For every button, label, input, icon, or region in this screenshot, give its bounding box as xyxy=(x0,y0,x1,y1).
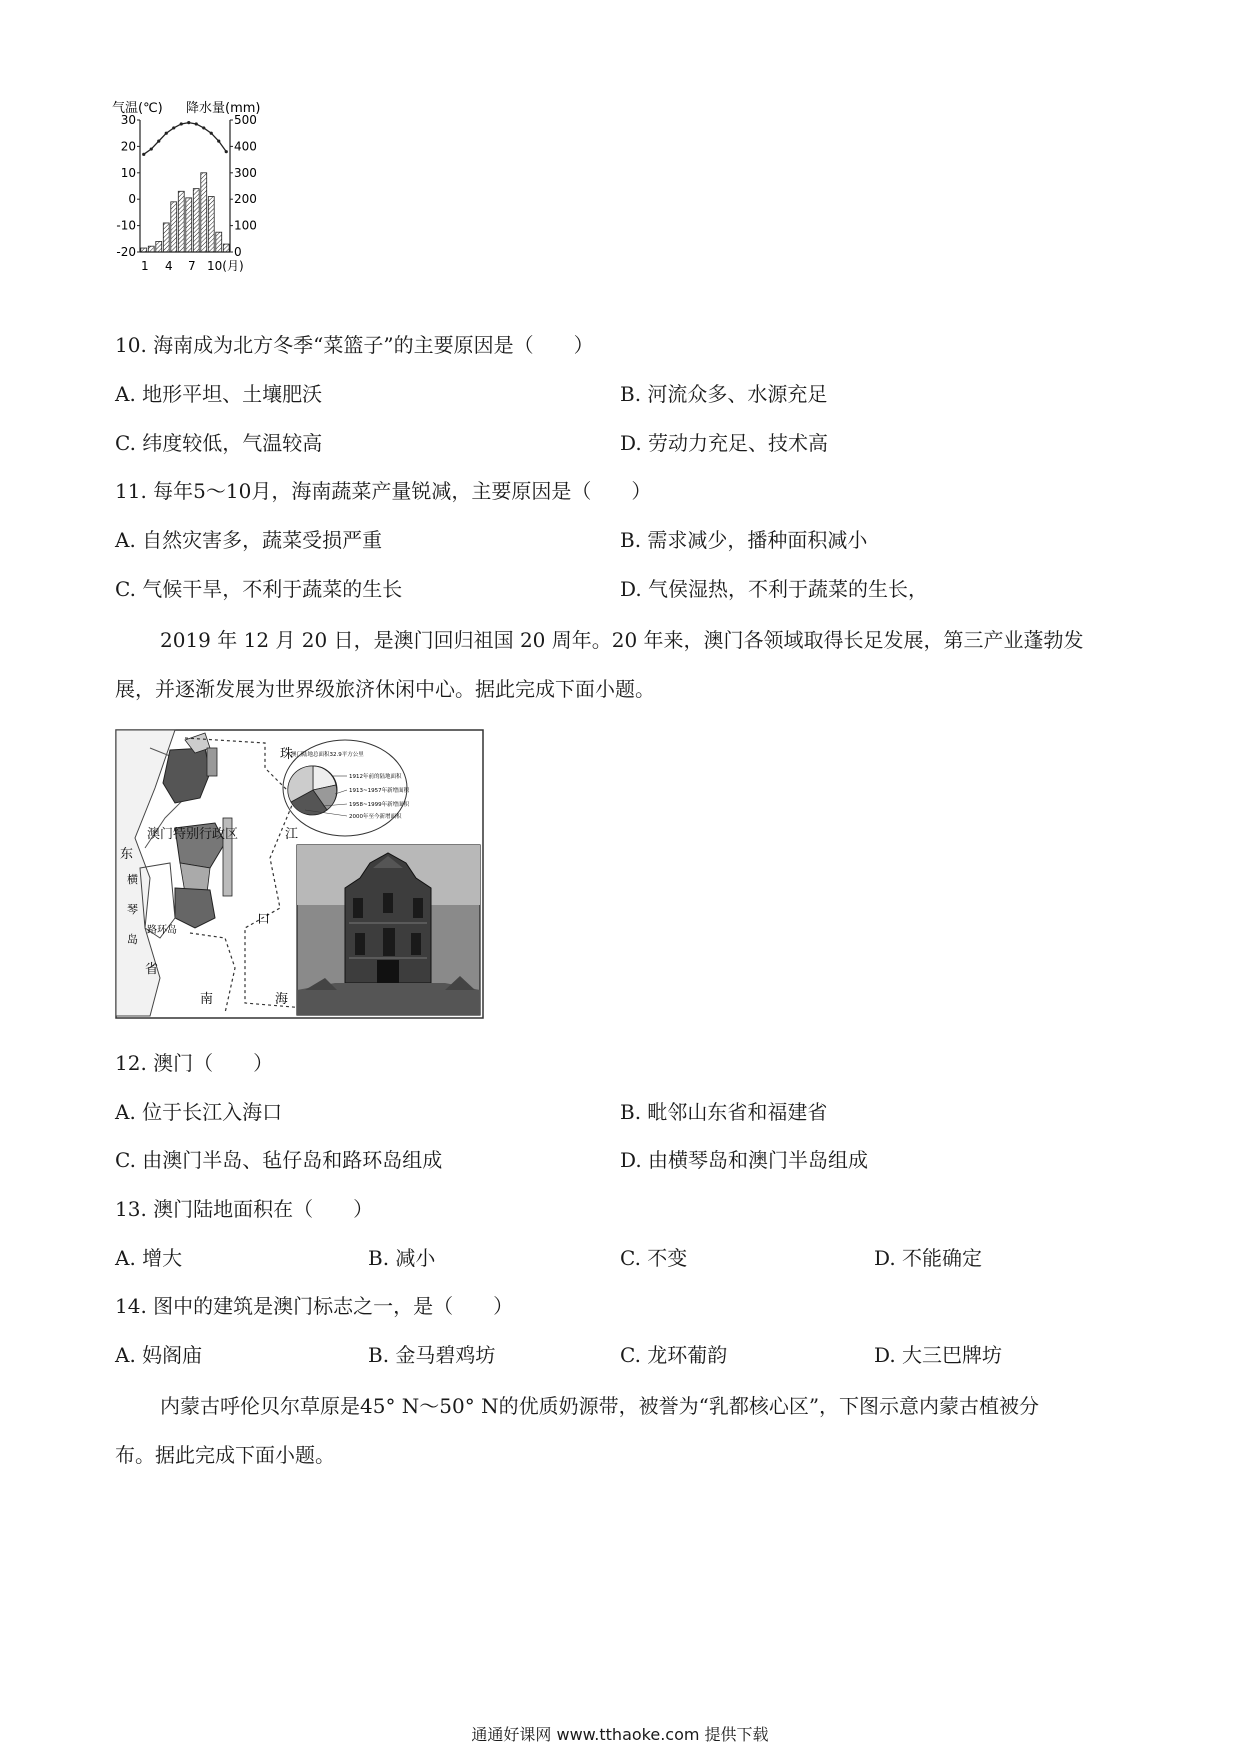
precip-tick-label: 100 xyxy=(234,218,257,233)
precip-tick-label: 500 xyxy=(234,113,257,127)
q14-option-c: C. 龙环葡韵 xyxy=(620,1343,728,1367)
temperature-point-3 xyxy=(157,140,160,143)
temperature-point-11 xyxy=(217,140,220,143)
q12-option-c: C. 由澳门半岛、毡仔岛和路环岛组成 xyxy=(115,1148,443,1172)
q11-option-d: D. 气侯湿热，不利于蔬菜的生长， xyxy=(620,577,929,601)
macau-map-svg xyxy=(115,728,485,1020)
precip-bar-9 xyxy=(201,173,207,252)
temp-tick-label: -20 xyxy=(116,245,136,259)
airport-strip xyxy=(207,748,217,776)
temperature-point-2 xyxy=(150,147,153,150)
precip-bar-2 xyxy=(148,246,154,252)
month-tick-10: 10(月) xyxy=(207,259,244,273)
precip-tick-label: 200 xyxy=(234,192,257,207)
q13-option-b: B. 减小 xyxy=(368,1246,436,1270)
temp-tick-label: 10 xyxy=(120,165,136,180)
legend-2000: 2000年至今新增面积 xyxy=(349,814,402,820)
macau-intro-line2: 展，并逐渐发展为世界级旅济休闲中心。据此完成下面小题。 xyxy=(115,677,655,701)
legend-1913: 1913~1957年新增面积 xyxy=(349,788,410,794)
q10-option-d: D. 劳动力充足、技术高 xyxy=(620,431,829,455)
temperature-point-6 xyxy=(180,122,183,125)
precip-bar-11 xyxy=(216,232,222,252)
q14-stem: 14. 图中的建筑是澳门标志之一，是（ ） xyxy=(115,1294,514,1318)
q13-option-c: C. 不变 xyxy=(620,1246,688,1270)
pie-title: 澳门陆地总面积32.9平方公里 xyxy=(291,752,364,758)
hengqin-label-3: 岛 xyxy=(127,933,138,946)
precip-bar-10 xyxy=(208,197,214,252)
temperature-line xyxy=(144,123,227,155)
pearl-label-2: 江 xyxy=(285,827,299,842)
coloane-label: 路环岛 xyxy=(147,925,177,936)
q14-option-d: D. 大三巴牌坊 xyxy=(874,1343,1003,1367)
month-tick-7: 7 xyxy=(188,259,196,273)
precip-bar-8 xyxy=(193,189,199,252)
q11-option-b: B. 需求减少，播种面积减小 xyxy=(620,528,868,552)
mongolia-intro-line2: 布。据此完成下面小题。 xyxy=(115,1443,335,1467)
climate-chart xyxy=(110,100,280,305)
precip-bar-3 xyxy=(156,241,162,252)
macau-figure xyxy=(115,728,485,1020)
pearl-label-1: 珠 xyxy=(280,747,294,762)
temperature-point-8 xyxy=(195,122,198,125)
q11-option-a: A. 自然灾害多，蔬菜受损严重 xyxy=(115,528,383,552)
q13-stem: 13. 澳门陆地面积在（ ） xyxy=(115,1197,374,1221)
south-sea-label-1: 南 xyxy=(200,992,214,1007)
q13-option-d: D. 不能确定 xyxy=(874,1246,983,1270)
q14-option-b: B. 金马碧鸡坊 xyxy=(368,1343,496,1367)
hengqin-label-2: 琴 xyxy=(127,903,138,916)
q10-option-c: C. 纬度较低，气温较高 xyxy=(115,431,323,455)
temp-tick-label: -10 xyxy=(116,218,136,233)
temp-axis-label: 气温(℃) xyxy=(112,101,163,116)
page-footer: 通通好课网 www.tthaoke.com 提供下载 xyxy=(471,1725,769,1744)
q13-option-a: A. 增大 xyxy=(115,1246,183,1270)
temperature-point-5 xyxy=(172,126,175,129)
ruins-st-paul-photo xyxy=(297,845,480,1015)
q10-stem: 10. 海南成为北方冬季“菜篮子”的主要原因是（ ） xyxy=(115,333,594,357)
q14-option-a: A. 妈阁庙 xyxy=(115,1343,203,1367)
q12-option-b: B. 毗邻山东省和福建省 xyxy=(620,1100,828,1124)
precip-bar-4 xyxy=(163,223,169,252)
month-tick-4: 4 xyxy=(165,259,173,273)
q10-option-a: A. 地形平坦、土壤肥沃 xyxy=(115,382,323,406)
guangdong-label-2: 省 xyxy=(145,962,159,977)
temperature-point-7 xyxy=(187,121,190,124)
precip-axis-label: 降水量(mm) xyxy=(186,101,261,116)
temp-tick-label: 0 xyxy=(128,192,136,207)
precip-tick-label: 300 xyxy=(234,165,257,180)
map-title: 澳门特别行政区 xyxy=(147,827,239,842)
temperature-point-1 xyxy=(142,153,145,156)
temperature-point-9 xyxy=(202,126,205,129)
precip-tick-label: 0 xyxy=(234,245,242,259)
mongolia-intro-line1: 内蒙古呼伦贝尔草原是45° N～50° N的优质奶源带，被誉为“乳都核心区”，下图示意内蒙古植被分 xyxy=(160,1394,1040,1418)
south-sea-label-2: 海 xyxy=(275,992,289,1007)
q12-option-d: D. 由横琴岛和澳门半岛组成 xyxy=(620,1148,869,1172)
temp-tick-label: 20 xyxy=(120,139,136,154)
guangdong-label-1: 东 xyxy=(120,847,134,862)
temperature-point-12 xyxy=(225,150,228,153)
legend-1912: 1912年前的陆地面积 xyxy=(349,774,402,780)
macau-intro-line1: 2019 年 12 月 20 日，是澳门回归祖国 20 周年。20 年来，澳门各领域取得长足发展，第三产业蓬勃发 xyxy=(160,628,1084,652)
q11-stem: 11. 每年5～10月，海南蔬菜产量锐减，主要原因是（ ） xyxy=(115,479,652,503)
q11-option-c: C. 气候干旱，不利于蔬菜的生长 xyxy=(115,577,403,601)
precip-bar-5 xyxy=(171,202,177,252)
precip-bar-6 xyxy=(178,191,184,252)
q12-option-a: A. 位于长江入海口 xyxy=(115,1100,283,1124)
hengqin-label-1: 横 xyxy=(127,873,138,886)
pearl-label-3: 口 xyxy=(257,912,271,927)
climate-chart-svg xyxy=(110,100,280,305)
temperature-point-4 xyxy=(165,132,168,135)
temperature-point-10 xyxy=(210,132,213,135)
precip-tick-label: 400 xyxy=(234,139,257,154)
month-tick-1: 1 xyxy=(141,259,149,273)
q10-option-b: B. 河流众多、水源充足 xyxy=(620,382,828,406)
precip-bar-12 xyxy=(223,244,229,252)
legend-1958: 1958~1999年新增面积 xyxy=(349,802,410,808)
q12-stem: 12. 澳门（ ） xyxy=(115,1051,274,1075)
precip-bar-7 xyxy=(186,198,192,252)
temp-tick-label: 30 xyxy=(120,113,136,127)
